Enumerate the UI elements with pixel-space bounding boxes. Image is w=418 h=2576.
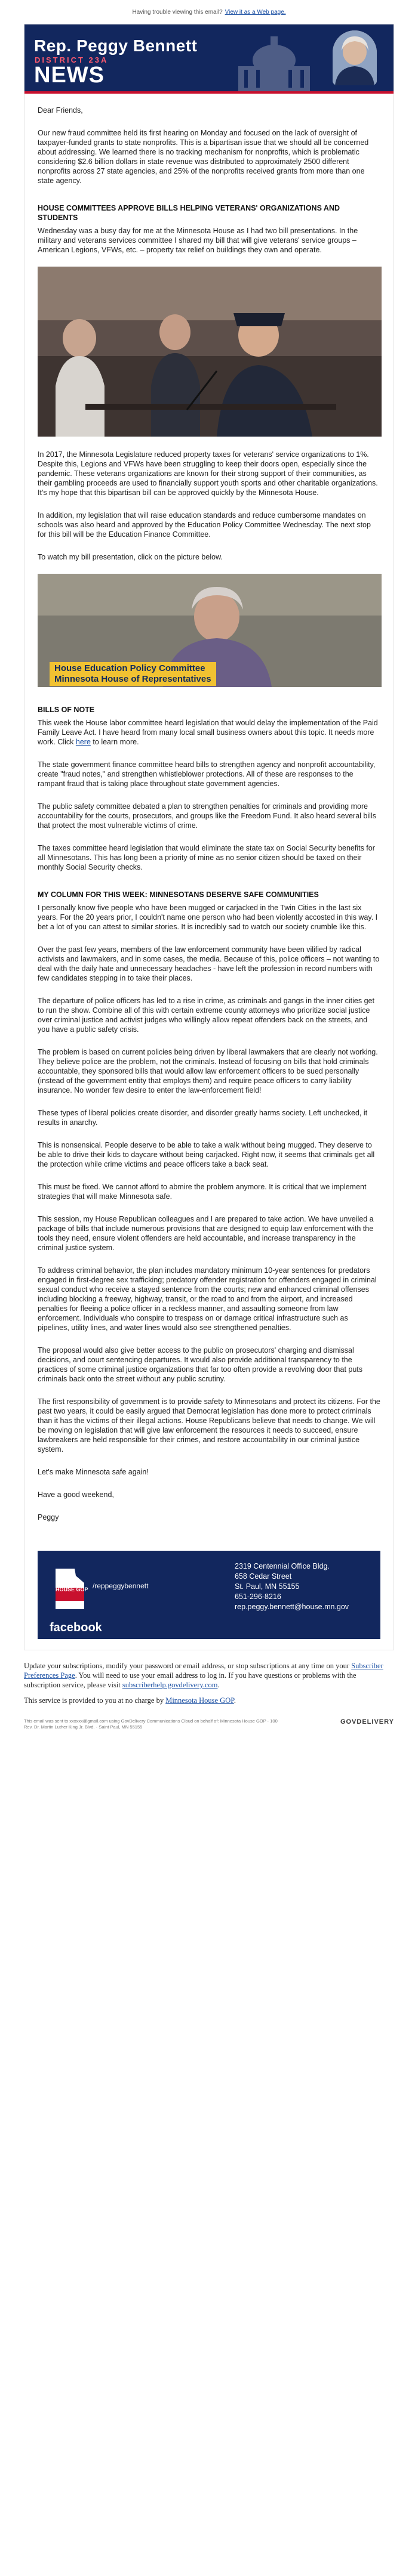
watch-presentation-text: To watch my bill presentation, click on the picture below.	[38, 553, 223, 561]
column-paragraph: This session, my House Republican colleagues and I are prepared to take action. We have unveiled a package of bills that include numerous provisions that are designed to equip law enforcement with the tools they need, ensure violent offenders are held accountable, and increase transparency in the criminal justice system.	[38, 1215, 374, 1252]
column-closing-line: Let's make Minnesota safe again!	[38, 1468, 149, 1476]
service-provider-text	[24, 1696, 394, 1705]
column-paragraph: The proposal would also give better access to the public on prosecutors' charging and dismissal decisions, and court sentencing departures. It would also provide additional transparency to the practices of some criminal justice organizations that far too often provide a revolving door that puts criminals back onto the street without any public scrutiny.	[38, 1346, 363, 1383]
subscription-text: . You will need to use your email address to log in. If you have questions or problems with the subscription service, please visit	[24, 1671, 356, 1689]
paid-leave-text-end: to learn more.	[93, 738, 139, 746]
social-security-paragraph: The taxes committee heard legislation that would eliminate the state tax on Social Security benefits for all Minnesotans. This has long been a priority of mine as no senior citizen should be taxed on their monthly Social Security checks.	[38, 844, 375, 871]
capitol-dome-graphic	[226, 24, 322, 91]
signature: Peggy	[38, 1513, 59, 1522]
facebook-logo[interactable]: facebook	[50, 1621, 102, 1634]
paid-leave-paragraph	[38, 718, 380, 747]
section-heading-column: MY COLUMN FOR THIS WEEK: MINNESOTANS DESERVE SAFE COMMUNITIES	[38, 890, 319, 899]
footer-spacer	[24, 1639, 394, 1650]
video-caption-banner	[50, 662, 216, 686]
video-caption-committee: House Education Policy Committee	[54, 663, 205, 673]
newsletter-banner	[24, 24, 394, 94]
govdelivery-logo[interactable]: GOVDELIVERY	[340, 1718, 394, 1725]
column-paragraph: The first responsibility of government is to provide safety to Minnesotans and protect its citizens. For the past two years, it could be easily argued that Democrat legislation has done more to protect criminals than it has the victims of their illegal actions. House Republicans believe that needs to change. We will be moving on legislation that will give law enforcement the resources it needs to succeed, ensure lawbreakers are held responsible for their crimes, and restore accountability in our criminal justice system.	[38, 1397, 380, 1454]
address-line: St. Paul, MN 55155	[235, 1582, 300, 1591]
column-paragraph: The problem is based on current policies being driven by liberal lawmakers that are clearly not working. They believe police are the problem, not the criminals. Instead of focusing on bills that hold criminals accountable, they sponsored bills that would allow law enforcement officers to be sued personally (instead of the government entity that employs them) and require peace officers to carry liability insurance. No wonder few desire to enter the law-enforcement field!	[38, 1048, 378, 1094]
column-paragraph: To address criminal behavior, the plan includes mandatory minimum 10-year sentences for predators engaged in first-degree sex trafficking; predatory offender registration for offenders engaged in criminal sexual conduct who receive a stayed sentence from the courts; new and enhanced criminal offenses including blocking a freeway, highway, transit, or the road to and from the airport, and increased penalties for fleeing a police officer in a reckless manner, and assaulting someone from law enforcement. Individuals who conspire to trespass on or damage critical infrastructure such as pipelines, utility lines, and water lines would also see strengthened penalties.	[38, 1266, 377, 1332]
veterans-paragraph-2: In 2017, the Minnesota Legislature reduced property taxes for veterans' service organizations to 1%. Despite this, Legions and VFWs have been struggling to keep their doors open, especially since the pandemic. These veterans organizations are known for their strong support of their communities, as their gambling proceeds are used to financially support youth sports and other charitable organizations. It's my hope that this bipartisan bill can be approved quickly by the Minnesota House.	[38, 450, 378, 497]
subscriber-preferences-link[interactable]: Subscriber Preferences Page	[24, 1662, 383, 1680]
view-as-web-page-link[interactable]: View it as a Web page.	[225, 8, 286, 16]
subscription-text: This service is provided to you at no charge by	[24, 1696, 164, 1705]
minnesota-house-gop-link[interactable]: Minnesota House GOP	[165, 1696, 234, 1705]
intro-paragraph: Our new fraud committee held its first hearing on Monday and focused on the lack of oversight of taxpayer-funded grants to state nonprofits. This is a bipartisan issue that we should all be concerned about addressing. We learned there is no tracking mechanism for nonprofits, which is problematic considering $2.6 billion dollars in state revenue was distributed to approximately 2500 different nonprofits across 27 state agencies, and 25% of the nonprofits received grants from more than one state agency.	[38, 129, 369, 185]
video-caption-house: Minnesota House of Representatives	[54, 674, 211, 684]
fine-print-line: This email was sent to xxxxxx@gmail.com using GovDelivery Communications Cloud on behalf of: Minnesota House GOP · 100	[24, 1718, 278, 1724]
representative-name: Rep. Peggy Bennett	[34, 36, 198, 55]
bill-presentation-video-thumbnail[interactable]	[38, 574, 382, 687]
column-paragraph: Over the past few years, members of the law enforcement community have been vilified by radical activists and lawmakers, and in some cases, the media. Because of this, police officers – not wanting to deal with the daily hate and unnecessary headaches - have left the profession in record numbers with few candidates stepping in to take their places.	[38, 945, 380, 982]
delivery-footer	[0, 1718, 418, 1730]
veterans-hearing-photo	[38, 267, 382, 437]
column-paragraph: I personally know five people who have been mugged or carjacked in the Twin Cities in the last six years. For the 20 years prior, I couldn't name one person who had been violently accosted in this way. I bet a lot of you can attest to similar stories. It is incredibly sad to watch our society crumble like this.	[38, 904, 378, 931]
subscription-text: .	[233, 1696, 236, 1705]
subscription-text: Update your subscriptions, modify your password or email address, or stop subscriptions at any time on your	[24, 1662, 350, 1670]
view-online-text: Having trouble viewing this email?	[132, 8, 223, 16]
view-online-bar	[0, 0, 418, 24]
newsletter-content	[24, 106, 394, 1534]
column-paragraph: This must be fixed. We cannot afford to abmire the problem anymore. It is critical that we implement strategies that will make Minnesota safe.	[38, 1183, 367, 1201]
address-line: 658 Cedar Street	[235, 1572, 292, 1581]
subscription-management-text	[24, 1661, 394, 1690]
paid-leave-here-link[interactable]: here	[75, 738, 91, 746]
paid-leave-text: This week the House labor committee heard legislation that would delay the implementation of the Paid Family Leave Act. I have heard from many local small business owners about this topic. It needs more work. Click	[38, 719, 378, 746]
office-email-link[interactable]: rep.peggy.bennett@house.mn.gov	[235, 1603, 349, 1611]
delivery-fine-print	[24, 1718, 322, 1730]
address-line: 2319 Centennial Office Bldg.	[235, 1562, 330, 1570]
news-label: NEWS	[34, 63, 105, 88]
section-heading-bills-of-note: BILLS OF NOTE	[38, 706, 95, 714]
veterans-paragraph-1: Wednesday was a busy day for me at the Minnesota House as I had two bill presentations. In the military and veterans services committee I shared my bill that will give veterans' service groups – American Legions, VFWs, etc. – property tax relief on buildings they own and operate.	[38, 227, 358, 254]
subscription-text: .	[217, 1681, 220, 1689]
office-phone: 651-296-8216	[235, 1592, 281, 1601]
subscriber-help-link[interactable]: subscriberhelp.govdelivery.com	[122, 1681, 218, 1689]
email-body	[24, 24, 394, 1650]
education-paragraph: In addition, my legislation that will raise education standards and reduce cumbersome mandates on schools was also heard and approved by the Education Policy Committee Wednesday. The next stop for this bill will be the Education Finance Committee.	[38, 511, 371, 539]
facebook-handle-link[interactable]: /reppeggybennett	[93, 1582, 149, 1590]
section-heading-veterans: HOUSE COMMITTEES APPROVE BILLS HELPING VETERANS' ORGANIZATIONS AND STUDENTS	[38, 204, 340, 222]
column-paragraph: This is nonsensical. People deserve to be able to take a walk without being mugged. They deserve to be able to drive their kids to daycare without being carjacked. Right now, it seems that criminals get all the protection while crime victims and peace officers take a back seat.	[38, 1141, 375, 1168]
house-gop-logo-text: HOUSE GOP	[56, 1587, 88, 1592]
greeting: Dear Friends,	[38, 106, 83, 115]
office-address	[235, 1561, 349, 1612]
representative-portrait	[333, 30, 377, 85]
district-label: DISTRICT 23A	[35, 55, 109, 64]
fine-print-line: Rev. Dr. Martin Luther King Jr. Blvd. · Saint Paul, MN 55155	[24, 1724, 143, 1730]
public-safety-paragraph: The public safety committee debated a plan to strengthen penalties for criminals and providing more accountability for the courts, prosecutors, and groups like the Freedom Fund. It also heard several bills that protect the most vulnerable victims of crime.	[38, 802, 376, 830]
state-finance-paragraph: The state government finance committee heard bills to strengthen agency and nonprofit accountability, create "fraud notes," and strengthen whistleblower protections. All of these are responses to the rampant fraud that is taking place throughout state government agencies.	[38, 760, 376, 788]
column-paragraph: The departure of police officers has led to a rise in crime, as criminals and gangs in the inner cities get to run the show. Combine all of this with certain extreme county attorneys who prioritize social justice over criminal justice and activist judges who willingly allow repeat offenders back on the streets, and you have a public safety crisis.	[38, 997, 374, 1034]
sign-off: Have a good weekend,	[38, 1490, 114, 1499]
column-paragraph: These types of liberal policies create disorder, and disorder greatly harms society. Left unchecked, it results in anarchy.	[38, 1109, 368, 1127]
subscription-notice	[24, 1661, 394, 1705]
contact-footer	[38, 1551, 380, 1639]
